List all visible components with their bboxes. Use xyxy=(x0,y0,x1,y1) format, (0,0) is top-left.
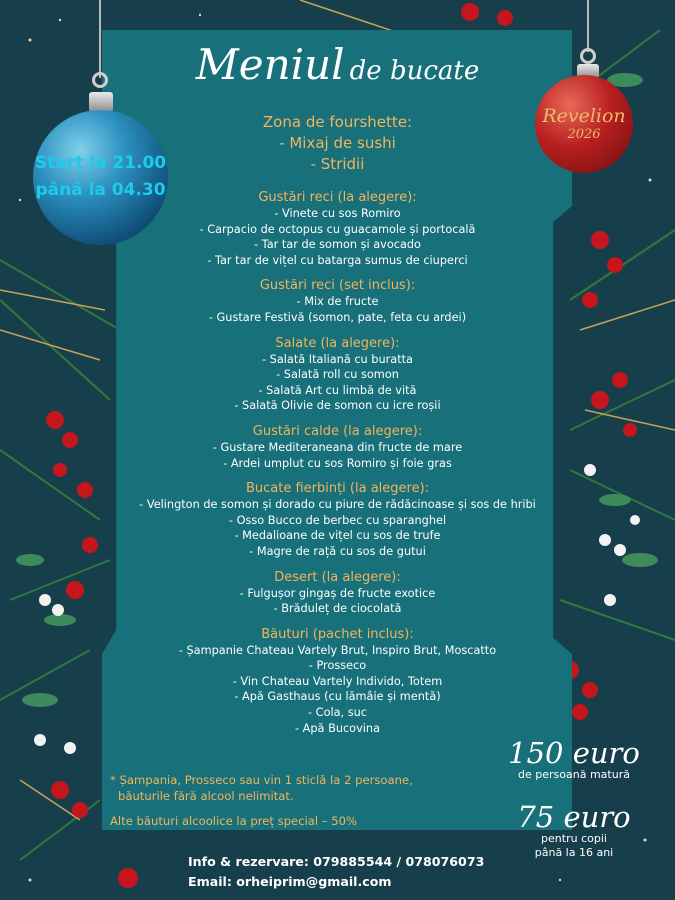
menu-section xyxy=(105,277,570,325)
opening-hours-start: Start la 21.00 xyxy=(34,153,167,173)
child-price-amount: 75 euro xyxy=(517,800,631,834)
menu-section xyxy=(105,480,570,559)
menu-item: - Brăduleț de ciocolată xyxy=(273,602,402,616)
menu-item: - Gustare Festivă (somon, pate, feta cu ardei) xyxy=(208,310,467,324)
menu-item: - Mixaj de sushi xyxy=(279,134,396,152)
menu-item: - Medalioane de vițel cu sos de trufe xyxy=(234,529,441,543)
ornament-string xyxy=(99,0,101,78)
menu-section-heading: Desert (la alegere): xyxy=(274,569,401,585)
child-price-label-2: până la 16 ani xyxy=(534,846,614,859)
ornament-string-red xyxy=(587,0,589,52)
menu-item: - Mix de fructe xyxy=(296,295,379,309)
menu-list xyxy=(105,112,570,745)
menu-item: - Șampanie Chateau Vartely Brut, Inspiro Brut, Moscatto xyxy=(178,643,497,657)
menu-item: - Salată Italiană cu buratta xyxy=(262,352,413,366)
menu-item: - Carpacio de octopus cu guacamole și portocală xyxy=(199,222,476,236)
menu-item: - Tar tar de somon și avocado xyxy=(254,238,421,252)
menu-item: - Ardei umplut cu sos Romiro și foie gras xyxy=(223,456,452,470)
menu-section-heading: Zona de fourshette: xyxy=(262,113,413,131)
adult-price xyxy=(500,738,648,782)
contact-info xyxy=(188,852,488,892)
contact-email[interactable]: Email: orheiprim@gmail.com xyxy=(188,874,392,889)
opening-hours-end: până la 04.30 xyxy=(35,180,166,200)
title-rest: de bucate xyxy=(349,56,480,86)
adult-price-amount: 150 euro xyxy=(508,736,640,770)
menu-item: - Salată roll cu somon xyxy=(276,368,399,382)
menu-item: - Apă Gasthaus (cu lămâie și mentă) xyxy=(234,690,441,704)
adult-price-label: de persoană matură xyxy=(518,768,630,781)
menu-item: - Gustare Mediteraneana din fructe de mare xyxy=(212,440,463,454)
note-line-2: băuturile fără alcool nelimitat. xyxy=(118,789,294,803)
menu-item: - Salată Olivie de somon cu icre roșii xyxy=(234,399,441,413)
note-line-1: * Șampania, Prosseco sau vin 1 sticlă la 2 persoane, xyxy=(110,773,413,787)
child-price-label-1: pentru copii xyxy=(541,832,607,845)
drinks-note xyxy=(110,772,470,829)
title-main: Meniul xyxy=(195,40,345,89)
menu-section xyxy=(105,423,570,471)
menu-section-heading: Salate (la alegere): xyxy=(275,335,400,351)
note-line-3: Alte băuturi alcoolice la preț special – 50% xyxy=(110,814,358,828)
child-price xyxy=(500,802,648,860)
menu-section-intro xyxy=(105,112,570,175)
revelion-word: Revelion xyxy=(542,105,626,127)
revelion-year: 2026 xyxy=(567,127,601,142)
ornament-ring-red xyxy=(580,48,596,64)
menu-section xyxy=(105,569,570,617)
menu-item: - Tar tar de vițel cu batarga sumus de ciuperci xyxy=(207,253,468,267)
menu-item: - Salată Art cu limbă de vită xyxy=(258,383,417,397)
ornament-ring xyxy=(92,72,108,88)
menu-item: - Velington de somon și dorado cu piure de rădăcinoase și sos de hribi xyxy=(139,498,536,512)
menu-item: - Magre de rață cu sos de gutui xyxy=(249,544,426,558)
menu-section-heading: Gustări calde (la alegere): xyxy=(252,423,423,439)
menu-item: - Prosseco xyxy=(308,659,367,673)
menu-item: - Stridii xyxy=(310,155,365,173)
menu-section-heading: Băuturi (pachet inclus): xyxy=(261,626,414,642)
menu-section-heading: Bucate fierbinți (la alegere): xyxy=(245,481,430,497)
menu-item: - Apă Bucovina xyxy=(294,721,381,735)
menu-section-heading: Gustări reci (set inclus): xyxy=(259,278,416,294)
menu-section-heading: Gustări reci (la alegere): xyxy=(258,190,417,205)
menu-section xyxy=(105,626,570,737)
menu-section xyxy=(105,189,570,268)
menu-item: - Fulgușor gingaș de fructe exotice xyxy=(239,586,436,600)
menu-item: - Cola, suc xyxy=(308,706,367,720)
menu-item: - Osso Bucco de berbec cu sparanghel xyxy=(228,513,447,527)
menu-item: - Vinete cu sos Romiro xyxy=(274,207,401,220)
ornament-cap xyxy=(89,92,113,112)
contact-phones[interactable]: Info & rezervare: 079885544 / 078076073 xyxy=(188,854,485,869)
menu-section xyxy=(105,335,570,414)
menu-item: - Vin Chateau Vartely Individo, Totem xyxy=(232,674,443,688)
